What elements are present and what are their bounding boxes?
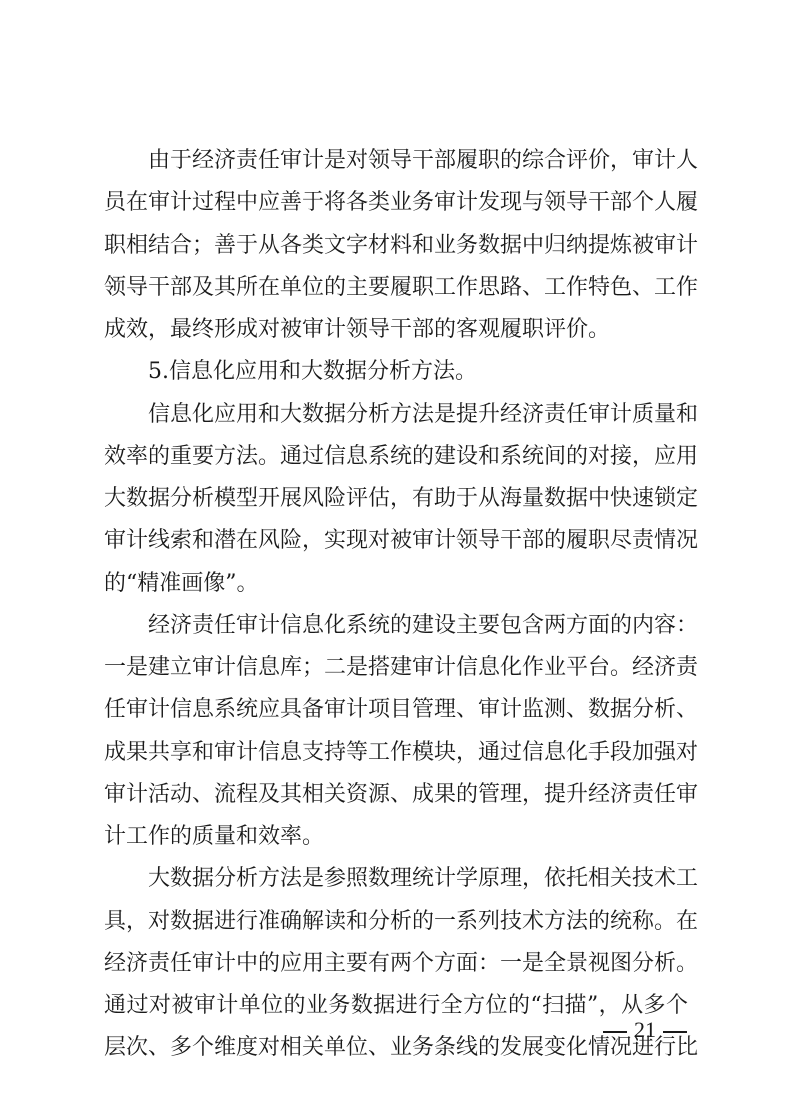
paragraph-line: 审计线索和潜在风险，实现对被审计领导干部的履职尽责情况	[104, 528, 699, 554]
paragraph-line: 计工作的质量和效率。	[104, 824, 325, 849]
paragraph-line: 领导干部及其所在单位的主要履职工作思路、工作特色、工作	[104, 274, 699, 300]
body-text	[104, 140, 699, 1070]
paragraph-line: 一是建立审计信息库；二是搭建审计信息化作业平台。经济责	[104, 655, 699, 680]
paragraph-line: 大数据分析模型开展风险评估，有助于从海量数据中快速锁定	[104, 486, 699, 511]
page-footer	[596, 1015, 696, 1045]
paragraph-line: 员在审计过程中应善于将各类业务审计发现与领导干部个人履	[104, 190, 699, 216]
paragraph-line: 由于经济责任审计是对领导干部履职的综合评价，审计人	[148, 148, 699, 173]
page-number: 21	[634, 1017, 656, 1042]
paragraph-line: 任审计信息系统应具备审计项目管理、审计监测、数据分析、	[104, 697, 699, 723]
dash-left	[603, 1031, 627, 1033]
paragraph-line: 效率的重要方法。通过信息系统的建设和系统间的对接，应用	[104, 443, 699, 469]
paragraph-line: 具，对数据进行准确解读和分析的一系列技术方法的统称。在	[104, 908, 699, 934]
paragraph-line: 审计活动、流程及其相关资源、成果的管理，提升经济责任审	[104, 781, 699, 807]
paragraph-line: 经济责任审计信息化系统的建设主要包含两方面的内容：	[148, 612, 699, 638]
paragraph-line: 成效，最终形成对被审计领导干部的客观履职评价。	[104, 317, 611, 342]
paragraph-line: 经济责任审计中的应用主要有两个方面：一是全景视图分析。	[104, 950, 699, 976]
paragraph-line: 大数据分析方法是参照数理统计学原理，依托相关技术工	[148, 866, 699, 892]
paragraph-line: 通过对被审计单位的业务数据进行全方位的“扫描”，从多个	[104, 993, 688, 1018]
dash-right	[663, 1031, 687, 1033]
paragraph-line: 成果共享和审计信息支持等工作模块，通过信息化手段加强对	[104, 739, 699, 765]
paragraph-line: 层次、多个维度对相关单位、业务条线的发展变化情况进行比	[104, 1035, 699, 1061]
paragraph-line: 信息化应用和大数据分析方法是提升经济责任审计质量和	[148, 401, 699, 427]
paragraph-line: 的“精准画像”。	[104, 570, 259, 596]
section-heading: 5.信息化应用和大数据分析方法。	[148, 359, 477, 385]
paragraph-line: 职相结合；善于从各类文字材料和业务数据中归纳提炼被审计	[104, 232, 699, 258]
